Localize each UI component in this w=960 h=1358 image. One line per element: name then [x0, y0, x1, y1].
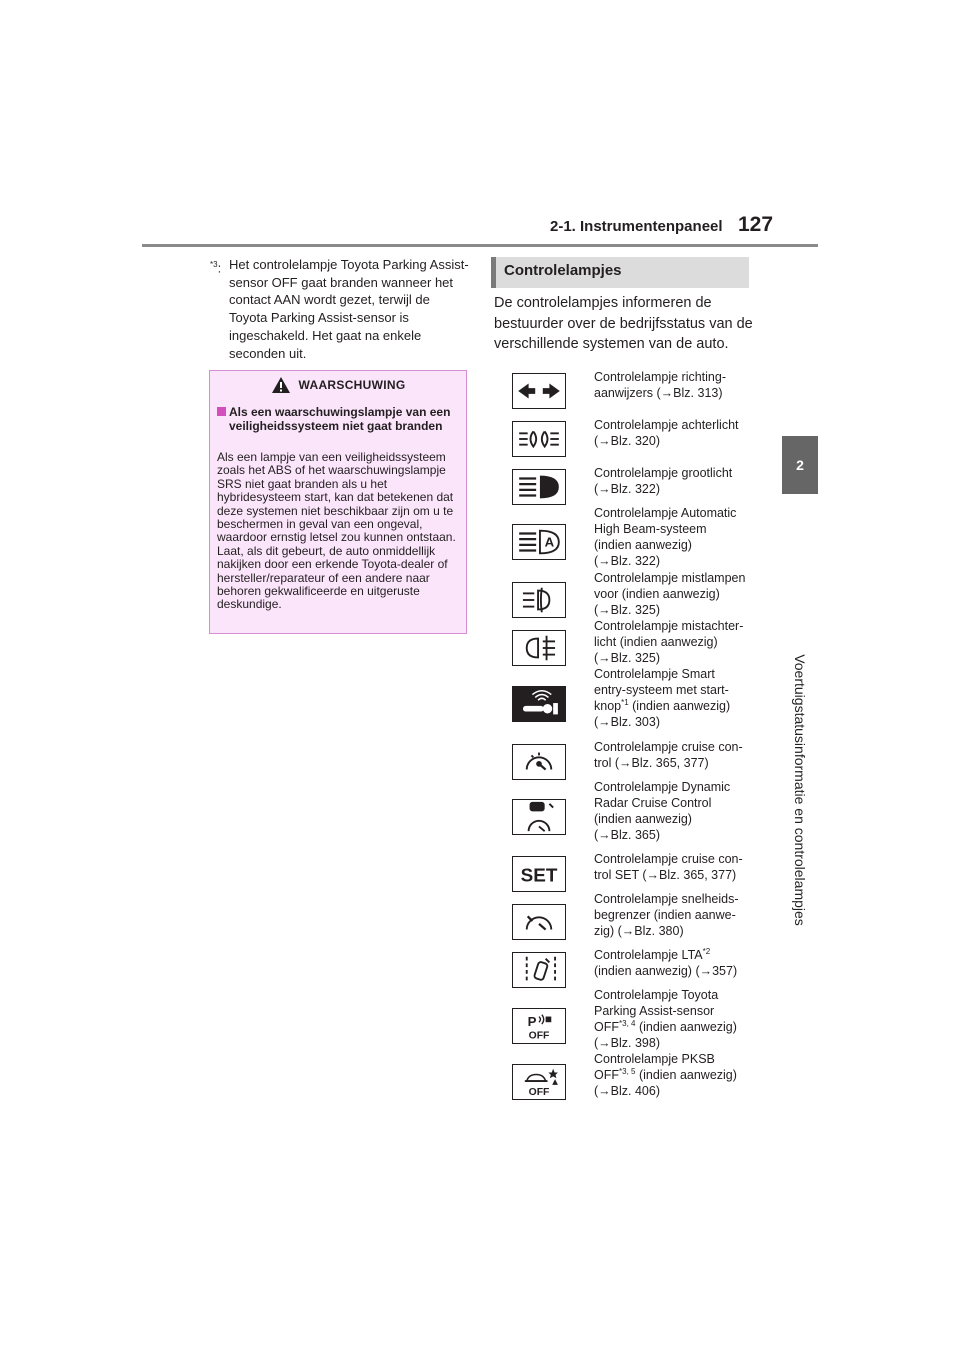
indicator-lta-text: Controlelampje LTA$^{*2}$ (indien aanwezig) (→357) — [594, 946, 738, 978]
pksb-off-icon — [512, 1064, 566, 1100]
svg-text:SET: SET — [520, 865, 558, 887]
svg-text:A: A — [544, 534, 555, 550]
rear-fog-light-icon — [512, 630, 566, 666]
warning-box — [209, 370, 467, 634]
indicator-high-beam-text: Controlelampje grootlicht (→Blz. 322) — [594, 466, 733, 496]
indicator-turn-signal-text: Controlelampje richting- aanwijzers (→Blz. 313) — [594, 370, 727, 400]
svg-text:P: P — [527, 1014, 537, 1029]
chapter-label: Voertuigstatusinformatie en controlelampjes — [792, 654, 808, 926]
cruise-set-icon — [512, 856, 566, 892]
indicator-speed-limiter-text: Controlelampje snelheids- begrenzer (indien aanwe- zig) (→Blz. 380) — [594, 892, 739, 938]
indicator-tail-light-text: Controlelampje achterlicht (→Blz. 320) — [594, 418, 739, 448]
indicator-cruise-control-text: Controlelampje cruise con- trol (→Blz. 365, 377) — [594, 740, 743, 770]
warning-header — [210, 371, 466, 399]
controls-intro: De controlelampjes informeren de bestuurder over de bedrijfsstatus van de verschillende systemen van de auto. — [494, 295, 753, 352]
warning-title: WAARSCHUWING — [298, 378, 406, 392]
controls-title: Controlelampjes — [504, 262, 622, 279]
footnote-text: Het controlelampje Toyota Parking Assist-sensor OFF gaat branden wanneer het contact AAN wordt gezet, terwijl de Toyota Parking Assist-sensor is ingeschakeld. Het gaat na enkele seconden uit. — [229, 257, 469, 361]
controls-heading — [491, 257, 749, 288]
tail-light-icon — [512, 421, 566, 457]
front-fog-light-icon — [512, 582, 566, 618]
high-beam-icon — [512, 469, 566, 505]
cruise-control-icon — [512, 744, 566, 780]
indicator-auto-high-beam-text: Controlelampje Automatic High Beam-systeem (indien aanwezig) (→Blz. 322) — [594, 506, 737, 568]
indicator-smart-entry-text: Controlelampje Smart entry-systeem met start- knop$^{*1}$ (indien aanwezig) (→Blz. 303) — [594, 667, 731, 729]
warning-subtitle: Als een waarschuwingslampje van een veiligheidssysteem niet gaat branden — [217, 405, 453, 433]
auto-high-beam-icon — [512, 524, 566, 560]
indicator-pksb-text: Controlelampje PKSB OFF$^{*3, 5}$ (indien aanwezig) (→Blz. 406) — [594, 1052, 737, 1098]
indicator-parking-assist-text: Controlelampje Toyota Parking Assist-sensor OFF$^{*3, 4}$ (indien aanwezig) (→Blz. 398) — [594, 988, 737, 1050]
section-title: 2-1. Instrumentenpaneel — [550, 218, 723, 235]
indicator-dynamic-radar-text: Controlelampje Dynamic Radar Cruise Control (indien aanwezig) (→Blz. 365) — [594, 780, 731, 842]
warning-triangle-icon — [271, 376, 291, 394]
dynamic-radar-cruise-icon — [512, 799, 566, 835]
header-rule — [142, 244, 818, 247]
warning-body: Als een lampje van een veiligheidssysteem zoals het ABS of het waarschuwingslampje SRS niet gaat branden als u het hybridesysteem start, kan dat betekenen dat deze systemen niet beschikbaar zijn om u te beschermen in geval van een ongeval, waardoor ernstig letsel zou kunnen ontstaan. Laat, als dit gebeurt, de auto onmiddellijk nakijken door een erkende Toyota-dealer of hersteller/reparateur of een andere naar behoren gekwalificeerde en uitgeruste deskundige. — [217, 450, 456, 612]
footnote — [210, 256, 470, 362]
chapter-tab[interactable]: 2 — [782, 436, 818, 494]
lta-icon — [512, 952, 566, 988]
page-number: 127 — [738, 213, 774, 236]
indicator-rear-fog-text: Controlelampje mistachter- licht (indien aanwezig) (→Blz. 325) — [594, 619, 744, 665]
parking-assist-off-icon — [512, 1008, 566, 1044]
footnote-mark: $^{*3}$: — [210, 260, 222, 276]
svg-text:OFF: OFF — [528, 1030, 550, 1042]
smart-entry-icon — [512, 686, 566, 722]
indicator-front-fog-text: Controlelampje mistlampen voor (indien aanwezig) (→Blz. 325) — [594, 571, 746, 617]
svg-text:OFF: OFF — [528, 1087, 550, 1099]
turn-signal-icon — [512, 373, 566, 409]
indicator-cruise-set-text: Controlelampje cruise con- trol SET (→Blz. 365, 377) — [594, 852, 743, 882]
bullet-square-icon — [217, 407, 226, 416]
speed-limiter-icon — [512, 904, 566, 940]
